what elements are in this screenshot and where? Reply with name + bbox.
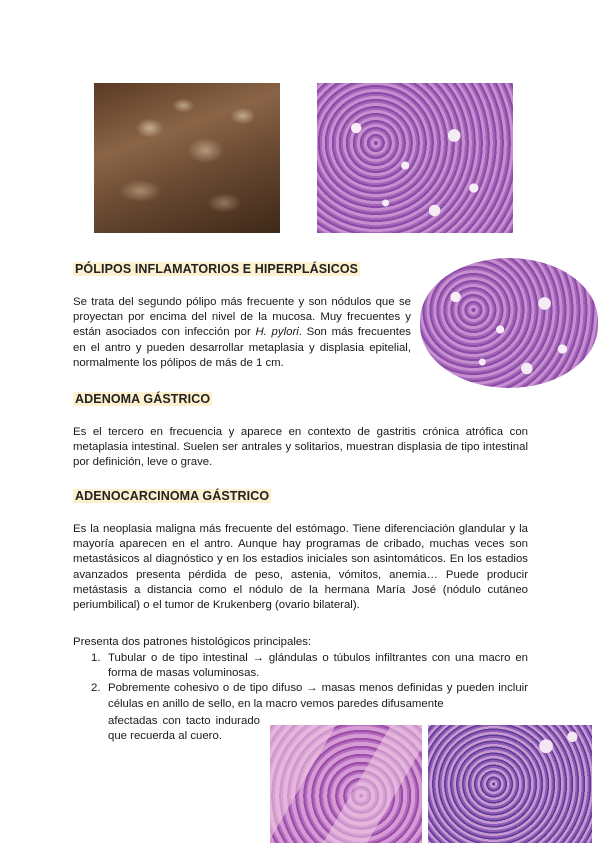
- patterns-intro-text: Presenta dos patrones histológicos principales:: [73, 636, 312, 648]
- patterns-intro: [73, 635, 528, 650]
- heading-polipos: PÓLIPOS INFLAMATORIOS E HIPERPLÁSICOS: [75, 262, 359, 276]
- list-item-text: Tubular o de tipo intestinal → glándulas o túbulos infiltrantes con una macro en forma de masas voluminosas.: [108, 652, 528, 680]
- heading-adenoma: ADENOMA GÁSTRICO: [75, 392, 211, 406]
- polipos-text-italic: H. pylori: [255, 326, 299, 339]
- list-item-number: 2.: [91, 682, 101, 695]
- list-item-text: Pobremente cohesivo o de tipo difuso → masas menos definidas y pueden incluir células en anillo de sello, en la macro vemos paredes difusamente: [108, 682, 528, 710]
- histology-image-polyp-round: [420, 258, 598, 388]
- list-item: [91, 681, 528, 711]
- paragraph-polipos: [73, 295, 411, 371]
- list-item: [91, 651, 528, 681]
- heading-adenocarcinoma: ADENOCARCINOMA GÁSTRICO: [75, 489, 270, 503]
- adenoma-text: Es el tercero en frecuencia y aparece en contexto de gastritis crónica atrófica con metaplasia intestinal. Suelen ser antrales y solitarios, muestran displasia de tipo intestinal por definición, leve o grave.: [73, 426, 528, 469]
- pattern-2-continuation-text: afectadas con tacto indurado que recuerda al cuero.: [108, 715, 260, 743]
- paragraph-adenocarcinoma: [73, 522, 528, 613]
- histology-image-hyperplastic: [317, 83, 513, 233]
- polipos-text-after: . Son más frecuentes en el antro y pueden desarrollar metaplasia y displasia epitelial, normalmente los pólipos de más de 1 cm.: [73, 326, 412, 369]
- polipos-text-before: Se trata del segundo pólipo más frecuente y son nódulos que se proyectan por encima del nivel de la mucosa. Muy frecuentes y están asociados con infección por: [73, 296, 411, 339]
- histology-image-diffuse-type: [428, 725, 592, 843]
- histology-image-intestinal-type: [270, 725, 422, 843]
- paragraph-adenoma: [73, 425, 528, 471]
- pattern-2-continuation: [108, 714, 260, 744]
- adenocarcinoma-text: Es la neoplasia maligna más frecuente del estómago. Tiene diferenciación glandular y la mayoría aparecen en el antro. Aunque hay programas de cribado, muchas veces son metastásicos al diagnóstico y en los estadios iniciales son asintomáticos. En los estadios avanzados presenta pérdida de peso, astenia, vómitos, anemia… Puede producir metástasis a distancia como el nódulo de la hermana María José (nódulo cutáneo periumbilical) o el tumor de Krukenberg (ovario bilateral).: [73, 523, 528, 612]
- list-item-number: 1.: [91, 652, 101, 664]
- patterns-list: [91, 651, 528, 712]
- endoscopy-image: [94, 83, 280, 233]
